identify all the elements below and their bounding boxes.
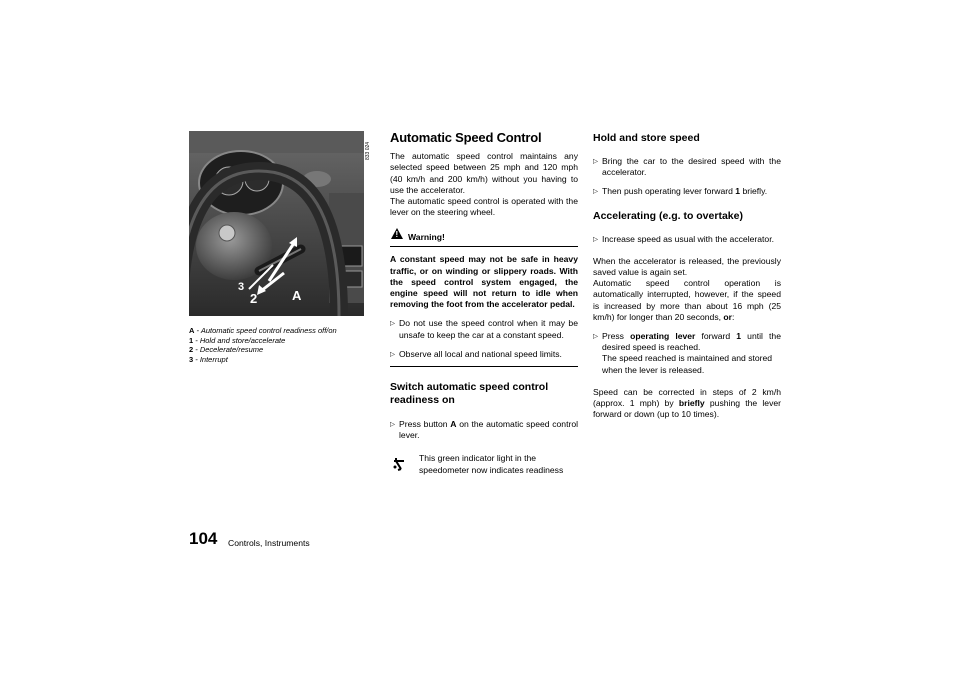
accel-paragraph-1: When the accelerator is released, the previously saved value is again set. bbox=[593, 255, 781, 278]
column-2 bbox=[593, 132, 781, 420]
accel-paragraph-2: Automatic speed control operation is automatically interrupted, however, if the speed is increased by more than about 16 mph (25 km/h) for longer than 20 seconds, or: bbox=[593, 278, 781, 322]
warning-bullet-1: ▷ Do not use the speed control when it may be unsafe to keep the car at a constant speed. bbox=[390, 318, 578, 340]
photo-label-1: 1 bbox=[113, 117, 121, 132]
photo-legend bbox=[189, 326, 369, 364]
legend-item-2: 2 - Decelerate/resume bbox=[189, 345, 264, 354]
photo-label-2: 2 bbox=[250, 291, 258, 306]
section-name: Controls, Instruments bbox=[228, 538, 310, 548]
steering-wheel-photo bbox=[189, 131, 364, 316]
warning-bullet-2: ▷ Observe all local and national speed limits. bbox=[390, 349, 578, 360]
legend-item-a: A - Automatic speed control readiness off/on bbox=[189, 326, 337, 335]
intro-paragraph-2: The automatic speed control is operated with the lever on the steering wheel. bbox=[390, 196, 578, 218]
press-button-a-step: ▷ Press button A on the automatic speed control lever. bbox=[390, 419, 578, 441]
accel-bullet: ▷ Increase speed as usual with the accelerator. bbox=[593, 234, 781, 245]
warning-title: Warning! bbox=[408, 232, 445, 243]
photo-label-3: 3 bbox=[238, 281, 245, 293]
section-switch-title: Switch automatic speed control readiness on bbox=[390, 381, 549, 407]
press-lever-result: The speed reached is maintained and stored when the lever is released. bbox=[602, 353, 773, 375]
speed-correction-paragraph: Speed can be corrected in steps of 2 km/h (approx. 1 mph) by briefly pushing the lever forward or down (up to 10 times). bbox=[593, 386, 782, 420]
accelerating-title: Accelerating (e.g. to overtake) bbox=[593, 209, 743, 222]
warning-header bbox=[390, 224, 578, 250]
intro-paragraph-1: The automatic speed control maintains any selected speed between 25 mph and 120 mph (40 km/h and 200 km/h) without you having to use the accelerator. bbox=[390, 151, 578, 195]
column-1 bbox=[390, 132, 578, 476]
warning-rule bbox=[390, 246, 578, 247]
press-lever-step: ▷ Press operating lever forward 1 until the desired speed is reached. bbox=[593, 331, 781, 353]
hold-store-title: Hold and store speed bbox=[593, 132, 700, 144]
photo-code: 833 024 bbox=[365, 141, 371, 160]
indicator-text: This green indicator light in the speedometer now indicates readiness bbox=[419, 453, 564, 475]
legend-item-1: 1 - Hold and store/accelerate bbox=[189, 335, 286, 345]
speedometer-indicator-icon bbox=[392, 457, 406, 471]
page-title: Automatic Speed Control bbox=[390, 130, 542, 145]
indicator-note bbox=[390, 453, 578, 475]
hold-bullet-1: ▷ Bring the car to the desired speed with the accelerator. bbox=[593, 156, 781, 178]
hold-bullet-2: ▷ Then push operating lever forward 1 briefly. bbox=[593, 186, 781, 197]
warning-body: A constant speed may not be safe in heavy traffic, or on winding or slippery roads. With the speed control system engaged, the engine speed will not return to idle when removing the foot from the accelerator pedal. bbox=[390, 254, 578, 310]
photo-label-a: A bbox=[292, 288, 302, 303]
warning-icon bbox=[391, 228, 403, 239]
legend-item-3: 3 - Interrupt bbox=[189, 354, 228, 364]
page-number: 104 bbox=[189, 529, 218, 548]
